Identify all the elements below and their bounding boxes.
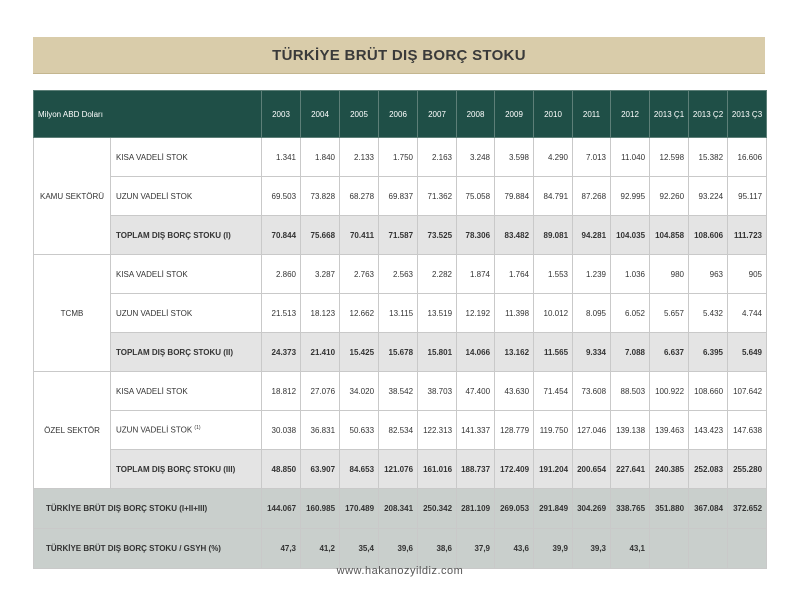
value-cell: 15.425 [340, 333, 379, 372]
table-row [34, 450, 767, 489]
value-cell: 191.204 [534, 450, 573, 489]
value-cell: 34.020 [340, 372, 379, 411]
value-cell: 108.606 [689, 216, 728, 255]
table-row [34, 372, 767, 411]
value-cell: 141.337 [457, 411, 495, 450]
year-header: 2012 [611, 91, 650, 138]
value-cell: 95.117 [728, 177, 767, 216]
value-cell: 12.598 [650, 138, 689, 177]
value-cell: 1.341 [262, 138, 301, 177]
value-cell: 250.342 [418, 489, 457, 529]
value-cell: 89.081 [534, 216, 573, 255]
value-cell: 6.052 [611, 294, 650, 333]
value-cell: 905 [728, 255, 767, 294]
external-debt-table [33, 90, 767, 569]
value-cell: 2.763 [340, 255, 379, 294]
value-cell: 107.642 [728, 372, 767, 411]
value-cell: 3.598 [495, 138, 534, 177]
year-header: 2006 [379, 91, 418, 138]
value-cell: 43,6 [495, 529, 534, 569]
row-label-text: UZUN VADELİ STOK [116, 425, 193, 435]
value-cell [728, 529, 767, 569]
value-cell: 70.844 [262, 216, 301, 255]
value-cell: 15.382 [689, 138, 728, 177]
row-label-text: TOPLAM DIŞ BORÇ STOKU (III) [116, 464, 236, 474]
value-cell: 8.095 [573, 294, 611, 333]
table-row [34, 255, 767, 294]
value-cell: 37,9 [457, 529, 495, 569]
value-cell: 5.432 [689, 294, 728, 333]
value-cell: 1.750 [379, 138, 418, 177]
value-cell: 111.723 [728, 216, 767, 255]
value-cell: 188.737 [457, 450, 495, 489]
value-cell: 21.513 [262, 294, 301, 333]
row-label: TÜRKİYE BRÜT DIŞ BORÇ STOKU (I+II+III) [34, 489, 262, 529]
value-cell: 372.652 [728, 489, 767, 529]
value-cell: 4.744 [728, 294, 767, 333]
value-cell: 38.542 [379, 372, 418, 411]
footnote-marker: (1) [194, 425, 201, 432]
value-cell: 84.791 [534, 177, 573, 216]
value-cell: 93.224 [689, 177, 728, 216]
value-cell: 104.858 [650, 216, 689, 255]
value-cell: 108.660 [689, 372, 728, 411]
value-cell: 13.519 [418, 294, 457, 333]
value-cell: 71.587 [379, 216, 418, 255]
value-cell: 200.654 [573, 450, 611, 489]
value-cell: 92.260 [650, 177, 689, 216]
value-cell: 94.281 [573, 216, 611, 255]
value-cell: 252.083 [689, 450, 728, 489]
row-label-text: TOPLAM DIŞ BORÇ STOKU (I) [116, 230, 231, 240]
value-cell: 1.036 [611, 255, 650, 294]
value-cell: 48.850 [262, 450, 301, 489]
value-cell: 39,9 [534, 529, 573, 569]
value-cell: 338.765 [611, 489, 650, 529]
row-label [111, 294, 262, 333]
value-cell: 121.076 [379, 450, 418, 489]
value-cell: 15.801 [418, 333, 457, 372]
footer-website: www.hakanozyildiz.com [336, 565, 464, 577]
unit-header: Milyon ABD Doları [34, 91, 262, 138]
row-label-text: UZUN VADELİ STOK [116, 308, 193, 318]
value-cell: 240.385 [650, 450, 689, 489]
value-cell: 30.038 [262, 411, 301, 450]
sector-label: ÖZEL SEKTÖR [34, 372, 111, 489]
value-cell: 9.334 [573, 333, 611, 372]
value-cell: 304.269 [573, 489, 611, 529]
value-cell: 5.649 [728, 333, 767, 372]
value-cell: 47,3 [262, 529, 301, 569]
value-cell: 11.040 [611, 138, 650, 177]
value-cell: 143.423 [689, 411, 728, 450]
row-label: TÜRKİYE BRÜT DIŞ BORÇ STOKU / GSYH (%) [34, 529, 262, 569]
value-cell: 1.553 [534, 255, 573, 294]
value-cell: 79.884 [495, 177, 534, 216]
value-cell: 84.653 [340, 450, 379, 489]
value-cell: 2.163 [418, 138, 457, 177]
value-cell: 139.463 [650, 411, 689, 450]
value-cell: 3.248 [457, 138, 495, 177]
value-cell: 15.678 [379, 333, 418, 372]
value-cell: 39,3 [573, 529, 611, 569]
value-cell: 16.606 [728, 138, 767, 177]
value-cell: 2.563 [379, 255, 418, 294]
value-cell: 78.306 [457, 216, 495, 255]
value-cell: 2.282 [418, 255, 457, 294]
row-label-text: KISA VADELİ STOK [116, 386, 188, 396]
value-cell: 6.637 [650, 333, 689, 372]
value-cell: 980 [650, 255, 689, 294]
value-cell: 104.035 [611, 216, 650, 255]
value-cell: 1.874 [457, 255, 495, 294]
value-cell: 73.608 [573, 372, 611, 411]
value-cell: 87.268 [573, 177, 611, 216]
value-cell: 75.058 [457, 177, 495, 216]
year-header: 2003 [262, 91, 301, 138]
value-cell: 47.400 [457, 372, 495, 411]
value-cell: 160.985 [301, 489, 340, 529]
header-row [34, 91, 767, 138]
value-cell: 73.525 [418, 216, 457, 255]
value-cell: 1.764 [495, 255, 534, 294]
value-cell: 82.534 [379, 411, 418, 450]
year-header: 2013 Ç1 [650, 91, 689, 138]
value-cell: 71.362 [418, 177, 457, 216]
row-label [111, 411, 262, 450]
row-label [111, 255, 262, 294]
row-label [111, 333, 262, 372]
value-cell: 4.290 [534, 138, 573, 177]
value-cell: 50.633 [340, 411, 379, 450]
value-cell: 147.638 [728, 411, 767, 450]
gdp-ratio-row [34, 529, 767, 569]
value-cell: 68.278 [340, 177, 379, 216]
value-cell: 3.287 [301, 255, 340, 294]
value-cell: 7.088 [611, 333, 650, 372]
value-cell: 24.373 [262, 333, 301, 372]
value-cell: 41,2 [301, 529, 340, 569]
value-cell: 139.138 [611, 411, 650, 450]
value-cell: 281.109 [457, 489, 495, 529]
value-cell: 11.565 [534, 333, 573, 372]
value-cell: 18.812 [262, 372, 301, 411]
value-cell: 27.076 [301, 372, 340, 411]
value-cell: 144.067 [262, 489, 301, 529]
grand-total-row [34, 489, 767, 529]
value-cell: 10.012 [534, 294, 573, 333]
value-cell: 69.503 [262, 177, 301, 216]
page-title: TÜRKİYE BRÜT DIŞ BORÇ STOKU [33, 37, 765, 74]
value-cell: 2.133 [340, 138, 379, 177]
value-cell: 35,4 [340, 529, 379, 569]
row-label [111, 450, 262, 489]
table-row [34, 333, 767, 372]
value-cell: 73.828 [301, 177, 340, 216]
sector-label: KAMU SEKTÖRÜ [34, 138, 111, 255]
value-cell: 128.779 [495, 411, 534, 450]
value-cell: 11.398 [495, 294, 534, 333]
value-cell: 291.849 [534, 489, 573, 529]
value-cell: 36.831 [301, 411, 340, 450]
value-cell: 122.313 [418, 411, 457, 450]
value-cell: 75.668 [301, 216, 340, 255]
table-row [34, 216, 767, 255]
value-cell: 1.840 [301, 138, 340, 177]
row-label-text: TOPLAM DIŞ BORÇ STOKU (II) [116, 347, 234, 357]
value-cell: 70.411 [340, 216, 379, 255]
row-label [111, 216, 262, 255]
table-row [34, 138, 767, 177]
year-header: 2009 [495, 91, 534, 138]
row-label-text: UZUN VADELİ STOK [116, 191, 193, 201]
value-cell: 100.922 [650, 372, 689, 411]
value-cell: 1.239 [573, 255, 611, 294]
value-cell: 21.410 [301, 333, 340, 372]
table-row [34, 294, 767, 333]
year-header: 2010 [534, 91, 573, 138]
value-cell [689, 529, 728, 569]
value-cell: 13.162 [495, 333, 534, 372]
year-header: 2005 [340, 91, 379, 138]
year-header: 2011 [573, 91, 611, 138]
value-cell: 255.280 [728, 450, 767, 489]
year-header: 2007 [418, 91, 457, 138]
value-cell: 127.046 [573, 411, 611, 450]
value-cell: 14.066 [457, 333, 495, 372]
table-row [34, 177, 767, 216]
value-cell: 170.489 [340, 489, 379, 529]
value-cell: 39,6 [379, 529, 418, 569]
row-label [111, 177, 262, 216]
value-cell: 38,6 [418, 529, 457, 569]
value-cell: 43.630 [495, 372, 534, 411]
value-cell: 6.395 [689, 333, 728, 372]
value-cell: 12.192 [457, 294, 495, 333]
row-label [111, 138, 262, 177]
value-cell: 69.837 [379, 177, 418, 216]
year-header: 2013 Ç3 [728, 91, 767, 138]
value-cell: 38.703 [418, 372, 457, 411]
value-cell: 18.123 [301, 294, 340, 333]
value-cell: 83.482 [495, 216, 534, 255]
value-cell: 161.016 [418, 450, 457, 489]
value-cell: 208.341 [379, 489, 418, 529]
value-cell: 92.995 [611, 177, 650, 216]
value-cell: 43,1 [611, 529, 650, 569]
table-row [34, 411, 767, 450]
row-label-text: KISA VADELİ STOK [116, 269, 188, 279]
value-cell: 119.750 [534, 411, 573, 450]
value-cell: 351.880 [650, 489, 689, 529]
value-cell: 71.454 [534, 372, 573, 411]
value-cell: 269.053 [495, 489, 534, 529]
value-cell: 172.409 [495, 450, 534, 489]
value-cell: 227.641 [611, 450, 650, 489]
year-header: 2008 [457, 91, 495, 138]
sector-label: TCMB [34, 255, 111, 372]
value-cell: 963 [689, 255, 728, 294]
year-header: 2004 [301, 91, 340, 138]
value-cell: 2.860 [262, 255, 301, 294]
value-cell: 13.115 [379, 294, 418, 333]
year-header: 2013 Ç2 [689, 91, 728, 138]
value-cell: 367.084 [689, 489, 728, 529]
value-cell: 12.662 [340, 294, 379, 333]
row-label-text: KISA VADELİ STOK [116, 152, 188, 162]
value-cell [650, 529, 689, 569]
value-cell: 63.907 [301, 450, 340, 489]
value-cell: 5.657 [650, 294, 689, 333]
value-cell: 7.013 [573, 138, 611, 177]
value-cell: 88.503 [611, 372, 650, 411]
row-label [111, 372, 262, 411]
